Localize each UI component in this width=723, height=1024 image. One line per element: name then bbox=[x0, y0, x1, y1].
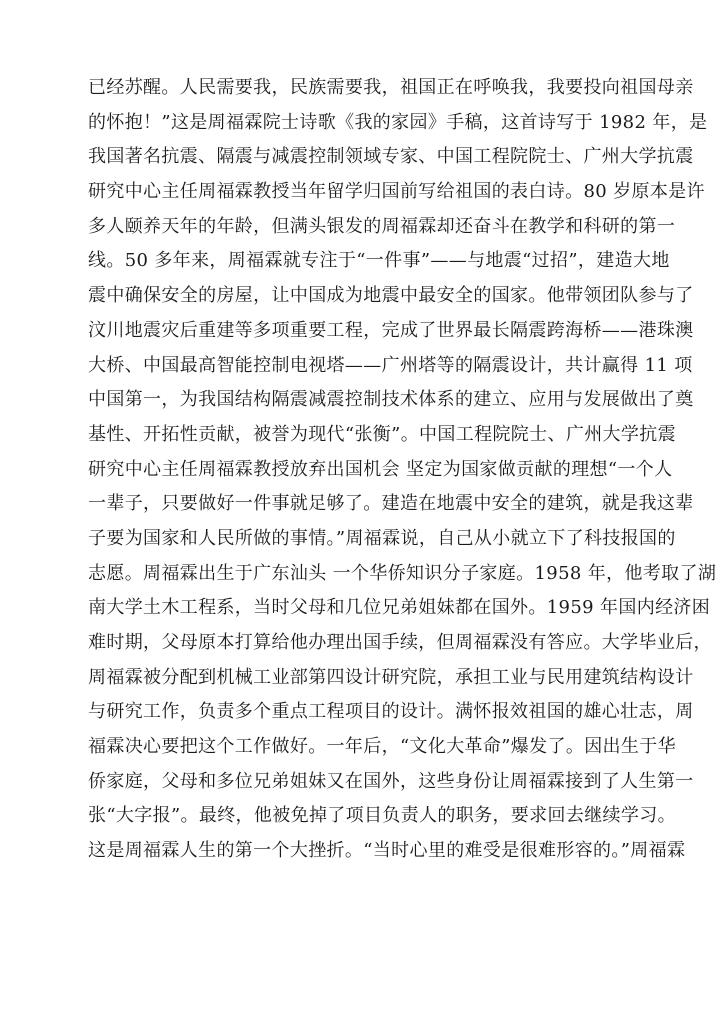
text-line-4: 研究中心主任周福霖教授当年留学归国前写给祖国的表白诗。80 岁原本是许 bbox=[88, 181, 705, 203]
text-line-22: 张“大字报”。最终，他被免掉了项目负责人的职务，要求回去继续学习。 bbox=[88, 805, 676, 827]
text-line-16: 南大学土木工程系，当时父母和几位兄弟姐妹都在国外。1959 年国内经济困 bbox=[88, 597, 711, 619]
text-line-21: 侨家庭，父母和多位兄弟姐妹又在国外，这些身份让周福霖接到了人生第一 bbox=[88, 770, 694, 792]
text-line-2: 的怀抱！”这是周福霖院士诗歌《我的家园》手稿，这首诗写于 1982 年，是 bbox=[88, 111, 708, 133]
text-line-18: 周福霖被分配到机械工业部第四设计研究院，承担工业与民用建筑结构设计 bbox=[88, 666, 694, 688]
text-line-15: 志愿。周福霖出生于广东汕头 一个华侨知识分子家庭。1958 年，他考取了湖 bbox=[88, 562, 717, 584]
body-text bbox=[88, 71, 717, 869]
text-line-3: 我国著名抗震、隔震与减震控制领域专家、中国工程院院士、广州大学抗震 bbox=[88, 146, 694, 168]
text-line-20: 福霖决心要把这个工作做好。一年后，“文化大革命”爆发了。因出生于华 bbox=[88, 736, 676, 758]
text-line-14: 子要为国家和人民所做的事情。”周福霖说，自己从小就立下了科技报国的 bbox=[88, 527, 676, 549]
text-line-23: 这是周福霖人生的第一个大挫折。“当时心里的难受是很难形容的。”周福霖 bbox=[88, 840, 686, 862]
text-line-11: 基性、开拓性贡献，被誉为现代“张衡”。中国工程院院士、广州大学抗震 bbox=[88, 423, 676, 445]
text-line-10: 中国第一，为我国结构隔震减震控制技术体系的建立、应用与发展做出了奠 bbox=[88, 389, 694, 411]
text-line-9: 大桥、中国最高智能控制电视塔——广州塔等的隔震设计，共计赢得 11 项 bbox=[88, 354, 693, 376]
text-line-5: 多人颐养天年的年龄，但满头银发的周福霖却还奋斗在教学和科研的第一 bbox=[88, 215, 676, 237]
text-line-19: 与研究工作，负责多个重点工程项目的设计。满怀报效祖国的雄心壮志，周 bbox=[88, 701, 694, 723]
text-line-6: 线。50 多年来，周福霖就专注于“一件事”——与地震“过招”，建造大地 bbox=[88, 250, 670, 272]
text-line-17: 难时期，父母原本打算给他办理出国手续，但周福霖没有答应。大学毕业后， bbox=[88, 632, 712, 653]
text-line-7: 震中确保安全的房屋，让中国成为地震中最安全的国家。他带领团队参与了 bbox=[88, 285, 694, 307]
text-line-1: 已经苏醒。人民需要我，民族需要我，祖国正在呼唤我，我要投向祖国母亲 bbox=[88, 77, 694, 98]
text-line-13: 一辈子，只要做好一件事就足够了。建造在地震中安全的建筑，就是我这辈 bbox=[88, 493, 694, 515]
text-line-8: 汶川地震灾后重建等多项重要工程，完成了世界最长隔震跨海桥——港珠澳 bbox=[88, 319, 694, 341]
text-line-12: 研究中心主任周福霖教授放弃出国机会 坚定为国家做贡献的理想“一个人 bbox=[88, 458, 673, 480]
